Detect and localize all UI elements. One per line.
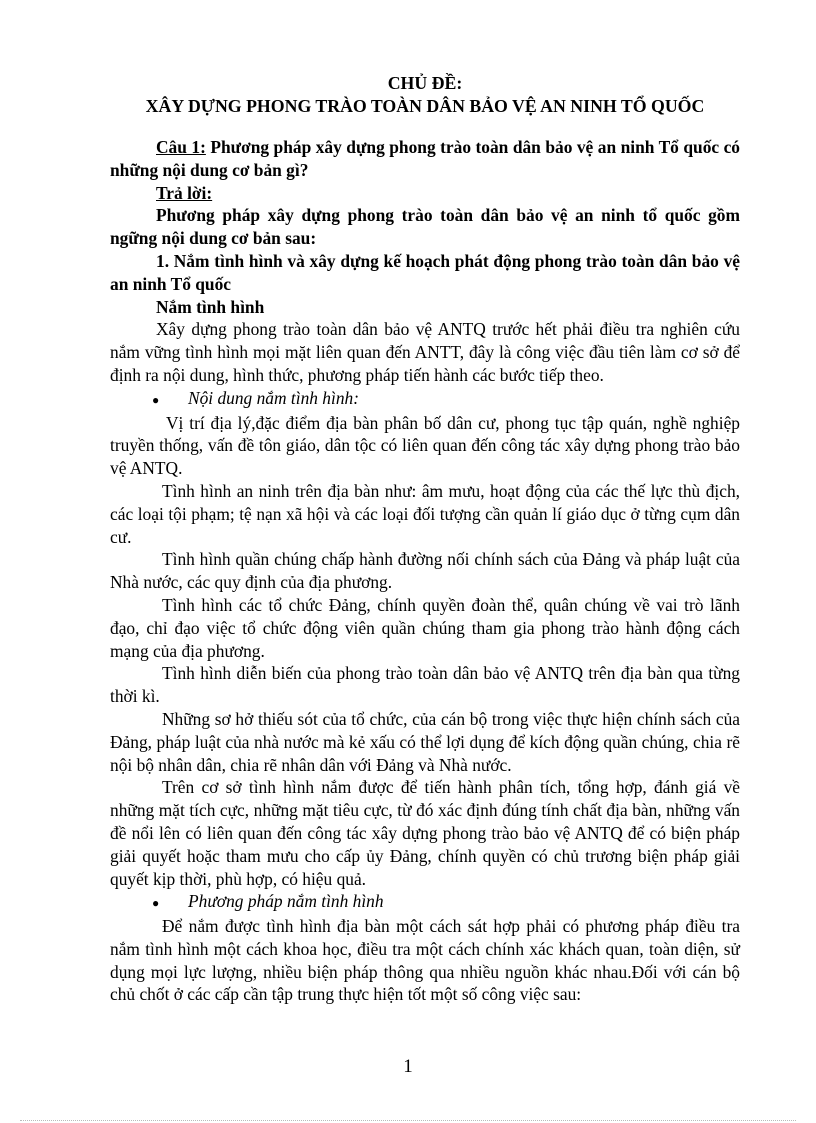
content-paragraph: Vị trí địa lý,đặc điểm địa bàn phân bố dân cư, phong tục tập quán, nghề nghiệp truyền thống, vấn đề tôn giáo, dân tộc có liên quan đến công tác xây dựng phong trào bảo vệ ANTQ. [110,412,740,479]
question-1 [110,136,740,182]
bullet-phuong-phap [110,890,740,915]
content-paragraph: Trên cơ sở tình hình nắm được để tiến hành phân tích, tổng hợp, đánh giá về những mặt tích cực, những mặt tiêu cực, từ đó xác định đúng tính chất địa bàn, những vấn đề nổi lên có liên quan đến công tác xây dựng phong trào bảo vệ ANTQ để có biện pháp giải quyết hoặc tham mưu cho cấp ủy Đảng, chính quyền có chủ trương biện pháp giải quyết kịp thời, phù hợp, có hiệu quả. [110,777,740,889]
content-paragraph: Tình hình an ninh trên địa bàn như: âm mưu, hoạt động của các thế lực thù địch, các loại tội phạm; tệ nạn xã hội và các loại đối tượng cần quản lí giáo dục ở từng cụm dân cư. [110,480,740,547]
document-title: XÂY DỰNG PHONG TRÀO TOÀN DÂN BẢO VỆ AN NINH TỔ QUỐC [145,96,705,116]
answer-label: Trả lời: [156,182,213,203]
answer-label-row [110,182,740,205]
intro-paragraph: Xây dựng phong trào toàn dân bảo vệ ANTQ trước hết phải điều tra nghiên cứu nắm vững tình hình mọi mặt liên quan đến ANTT, đây là công việc đầu tiên làm cơ sở để định ra nội dung, hình thức, phương pháp tiến hành các bước tiếp theo. [110,319,740,385]
bullet-dot-icon: ● [152,392,160,407]
bullet-noi-dung [110,387,740,412]
subheading-nam-tinh-hinh: Nắm tình hình [156,296,265,317]
content-paragraph: Tình hình quần chúng chấp hành đường nối chính sách của Đảng và pháp luật của Nhà nước, các quy định của địa phương. [110,549,740,593]
bullet-phuong-phap-label: Phương pháp nắm tình hình [188,891,384,912]
document-body [110,72,740,1006]
bullet-noi-dung-label: Nội dung nắm tình hình: [188,387,360,408]
content-paragraph: Tình hình các tổ chức Đảng, chính quyền đoàn thể, quân chúng về vai trò lãnh đạo, chỉ đạo việc tổ chức động viên quần chúng tham gia phong trào hành động cách mạng của địa phương. [110,594,740,661]
question-text: Phương pháp xây dựng phong trào toàn dân bảo vệ an ninh Tổ quốc có những nội dung cơ bản gì? [110,137,740,180]
answer-intro: Phương pháp xây dựng phong trào toàn dân bảo vệ an ninh tổ quốc gồm ngững nội dung cơ bản sau: [110,205,740,249]
question-label: Câu 1: [156,137,206,157]
content-paragraph: Tình hình diễn biến của phong trào toàn dân bảo vệ ANTQ trên địa bàn qua từng thời kì. [110,663,740,707]
page-number: 1 [403,1056,413,1077]
page-bottom-divider [20,1120,796,1121]
method-paragraph: Để nắm được tình hình địa bàn một cách sát hợp phải có phương pháp điều tra nắm tình hình một cách khoa học, điều tra một cách chính xác khách quan, toàn diện, sử dụng mọi lực lượng, nhiều biện pháp thông qua nhiều nguồn khác nhau.Đối với cán bộ chủ chốt ở các cấp cần tập trung thực hiện tốt một số công việc sau: [110,916,740,1005]
content-paragraph: Những sơ hở thiếu sót của tổ chức, của cán bộ trong việc thực hiện chính sách của Đảng, pháp luật của nhà nước mà kẻ xấu có thể lợi dụng để kích động quần chúng, chia rẽ nội bộ nhân dân, chia rẽ nhân dân với Đảng và Nhà nước. [110,708,740,775]
topic-label: CHỦ ĐỀ: [387,73,463,93]
bullet-dot-icon: ● [152,896,160,911]
section-1-heading: 1. Nắm tình hình và xây dựng kế hoạch phát động phong trào toàn dân bảo vệ an ninh Tổ quốc [110,250,740,294]
